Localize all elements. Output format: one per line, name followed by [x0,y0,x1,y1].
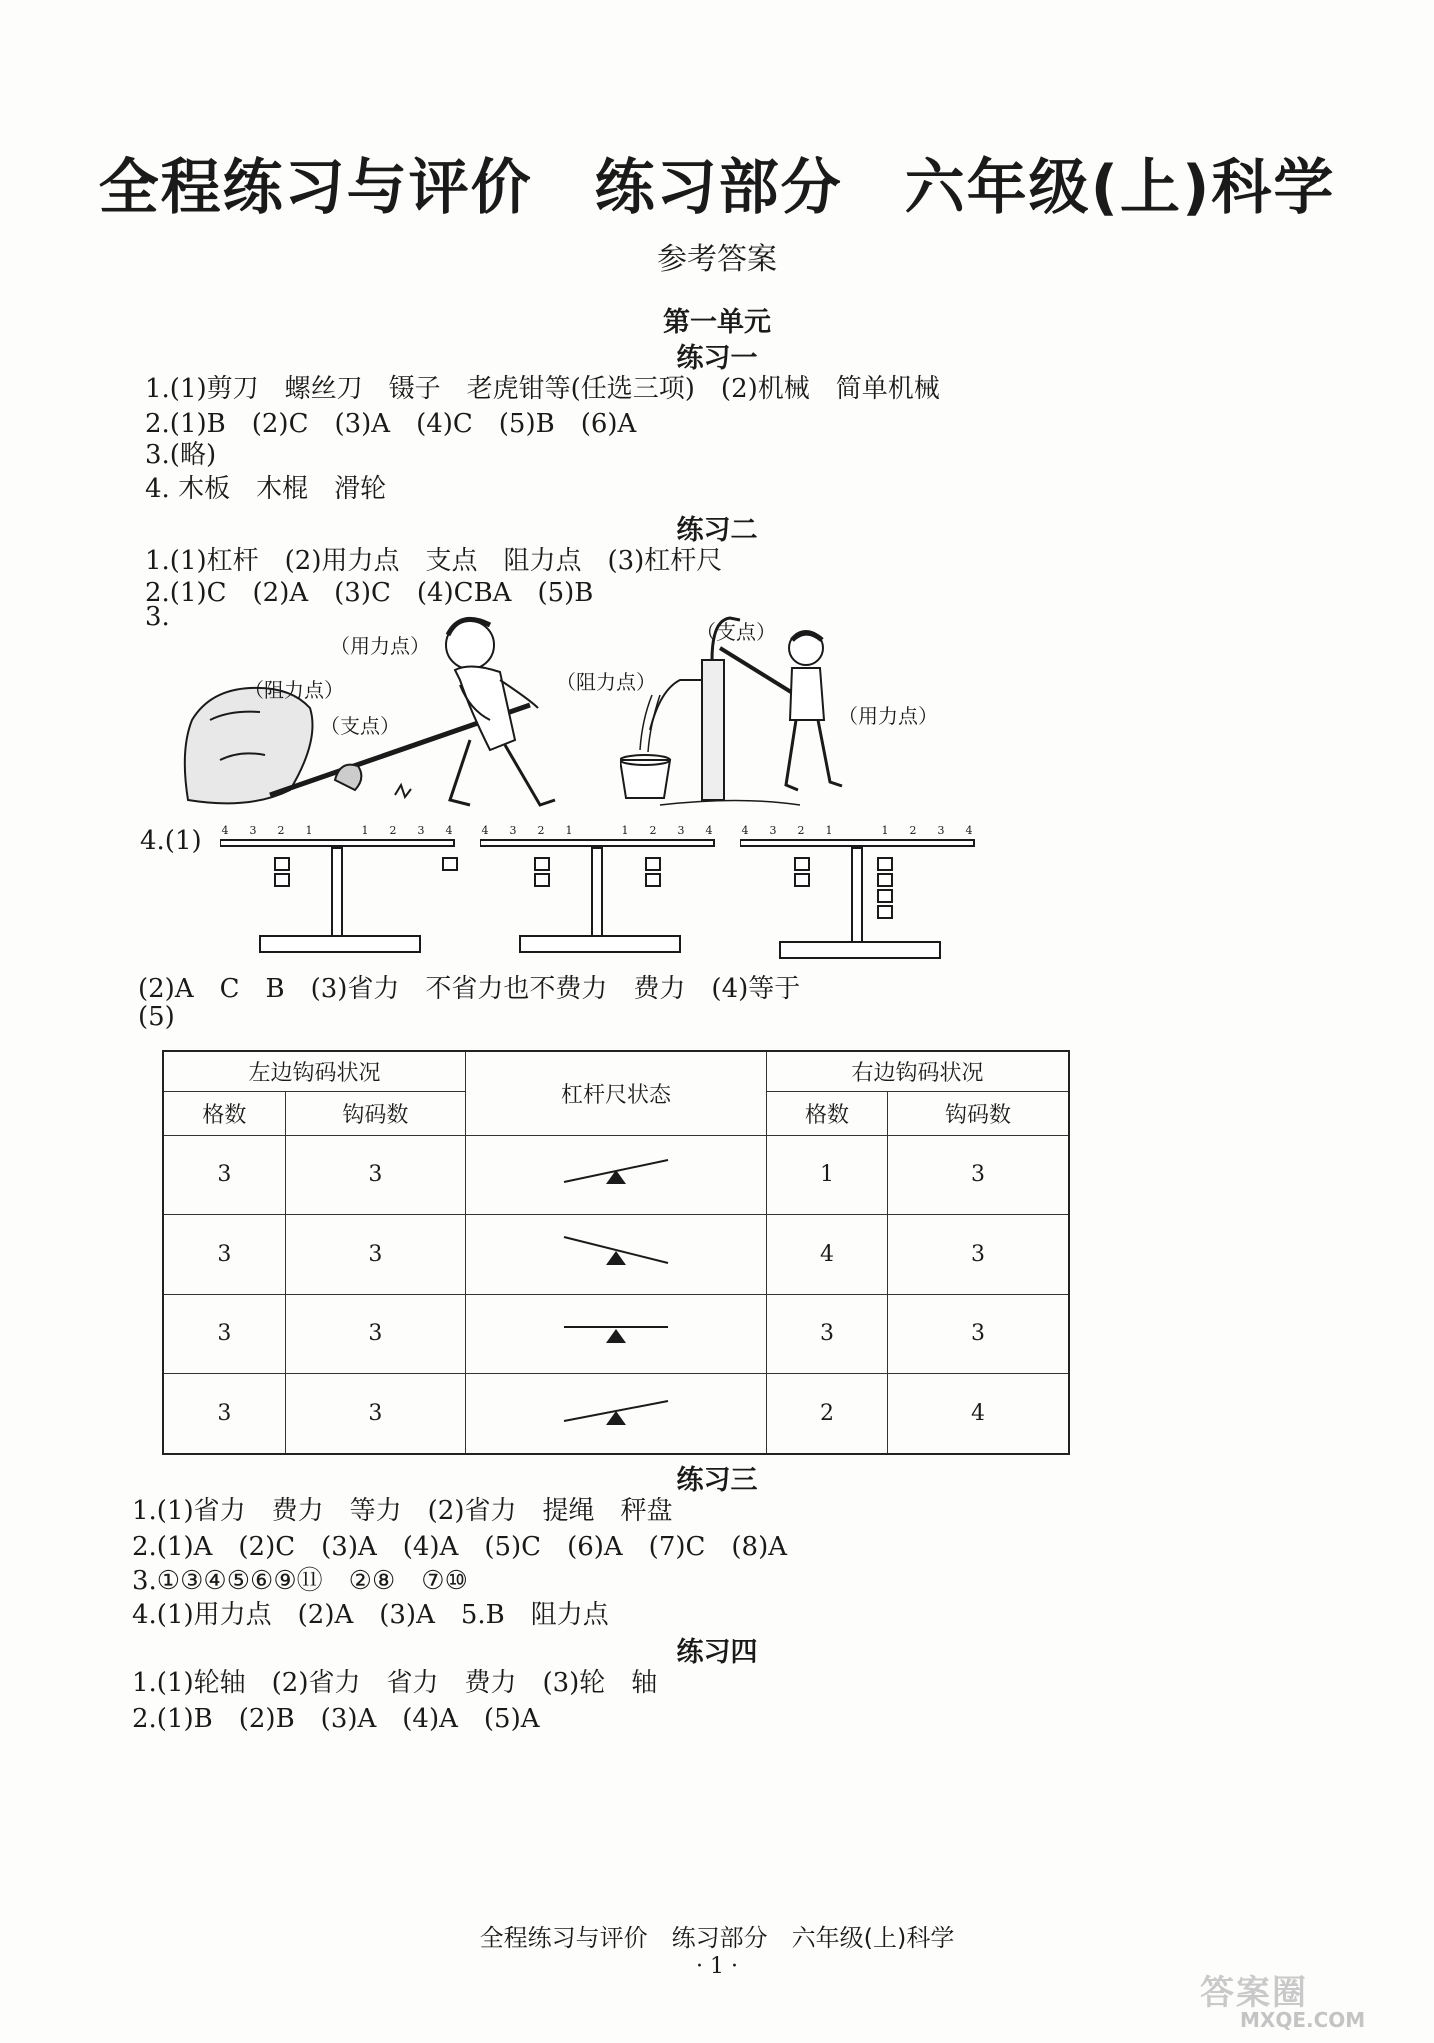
row-4-left-weights: 3 [285,1374,465,1454]
row-1-left-cells: 3 [163,1135,285,1215]
page-footer: 全程练习与评价 练习部分 六年级(上)科学 [479,1924,955,1952]
header-left-weights: 钩码数 [285,1091,465,1135]
scale-1-tick-r1: 1 [361,824,369,837]
exercise-3-line-1: 1.(1)省力 费力 等力 (2)省力 提绳 秤盘 [132,1496,673,1526]
scale-3-tick-r2: 2 [909,824,917,837]
row-4-right-cells: 2 [766,1374,887,1454]
row-2-right-weights: 3 [887,1215,1069,1295]
fig2-load-label: （阻力点） [556,670,656,694]
exercise-2-line-2: 2.(1)C (2)A (3)C (4)CBA (5)B [145,578,594,608]
page-number: · 1 · [696,1954,738,1979]
row-4-state [465,1374,766,1454]
q4-prefix: 4.(1) [140,826,202,856]
header-left-cells: 格数 [163,1091,285,1135]
fig1-load-label: （阻力点） [244,678,344,702]
table-row [163,1374,1069,1454]
scale-3-tick-r4: 4 [965,824,973,837]
row-4-left-cells: 3 [163,1374,285,1454]
lever-scale-2 [480,822,720,962]
exercise-1-line-3: 3.(略) [145,440,217,470]
scale-2-tick-l2: 2 [537,824,545,837]
scale-2-tick-r4: 4 [705,824,713,837]
level-icon [556,1311,676,1351]
watermark-logo: 答案圈 [1200,1973,1308,2013]
exercise-4-heading: 练习四 [676,1637,758,1668]
fig1-fulcrum-label: （支点） [320,714,400,738]
scale-2-tick-l3: 3 [509,824,517,837]
row-2-right-cells: 4 [766,1215,887,1295]
tilt-left-down-icon [556,1391,676,1431]
table-row [163,1294,1069,1374]
scale-2-tick-r1: 1 [621,824,629,837]
tilt-right-down-icon [556,1231,676,1271]
header-left-group: 左边钩码状况 [163,1051,465,1091]
boy-legs [786,720,842,790]
exercise-3-line-3: 3.①③④⑤⑥⑨⑪ ②⑧ ⑦⑩ [132,1566,468,1596]
lever-experiment-table [162,1050,1070,1455]
q5-prefix: (5) [138,1002,175,1032]
scale-1-tick-r4: 4 [445,824,453,837]
answer-key-subtitle: 参考答案 [657,242,777,277]
scale-3-tick-r1: 1 [881,824,889,837]
table-row [163,1215,1069,1295]
fig1-effort-label: （用力点） [330,634,430,658]
boy-body [790,668,824,720]
exercise-3-line-4: 4.(1)用力点 (2)A (3)A 5.B 阻力点 [132,1600,609,1630]
exercise-1-line-1: 1.(1)剪刀 螺丝刀 镊子 老虎钳等(任选三项) (2)机械 简单机械 [145,374,940,404]
header-right-weights: 钩码数 [887,1091,1069,1135]
table-row [163,1135,1069,1215]
row-3-left-weights: 3 [285,1294,465,1374]
row-3-right-cells: 3 [766,1294,887,1374]
scale-2-tick-r3: 3 [677,824,685,837]
unit-title: 第一单元 [663,307,771,338]
header-right-cells: 格数 [766,1091,887,1135]
scale-1-tick-r2: 2 [389,824,397,837]
exercise-2-line-1: 1.(1)杠杆 (2)用力点 支点 阻力点 (3)杠杆尺 [145,546,723,576]
scale-3-tick-r3: 3 [937,824,945,837]
exercise-1-line-4: 4. 木板 木棍 滑轮 [145,474,387,504]
water-stream [640,695,660,752]
q4-answer-line: (2)A C B (3)省力 不省力也不费力 费力 (4)等于 [138,974,801,1004]
fig2-fulcrum-label: （支点） [696,620,776,644]
scale-1-tick-l2: 2 [277,824,285,837]
row-3-right-weights: 3 [887,1294,1069,1374]
scale-2-tick-l4: 4 [481,824,489,837]
row-4-right-weights: 4 [887,1374,1069,1454]
exercise-1-line-2: 2.(1)B (2)C (3)A (4)C (5)B (6)A [145,409,637,439]
scale-2-tick-r2: 2 [649,824,657,837]
pump-spout [650,680,702,730]
header-middle: 杠杆尺状态 [465,1051,766,1135]
row-1-right-weights: 3 [887,1135,1069,1215]
row-1-right-cells: 1 [766,1135,887,1215]
fig2-effort-label: （用力点） [838,704,938,728]
exercise-1-heading: 练习一 [676,343,758,374]
row-3-state [465,1294,766,1374]
scale-1-tick-l3: 3 [249,824,257,837]
exercise-2-line-3: 3. [145,602,170,632]
watermark-url: MXQE.COM [1240,2008,1366,2032]
scale-2-tick-l1: 1 [565,824,573,837]
exercise-4-line-1: 1.(1)轮轴 (2)省力 省力 费力 (3)轮 轴 [132,1668,658,1698]
exercise-3-line-2: 2.(1)A (2)C (3)A (4)A (5)C (6)A (7)C (8)A [132,1532,788,1562]
header-right-group: 右边钩码状况 [766,1051,1069,1091]
tilt-left-down-icon [556,1152,676,1192]
exercise-3-heading: 练习三 [676,1465,758,1496]
exercise-2-heading: 练习二 [676,515,758,546]
row-2-left-cells: 3 [163,1215,285,1295]
pump-body [702,660,724,800]
row-1-state [465,1135,766,1215]
scale-3-tick-l3: 3 [769,824,777,837]
scale-1-tick-l4: 4 [221,824,229,837]
scale-3-tick-l1: 1 [825,824,833,837]
scale-1-tick-l1: 1 [305,824,313,837]
row-2-left-weights: 3 [285,1215,465,1295]
scale-1-tick-r3: 3 [417,824,425,837]
scale-3-tick-l4: 4 [741,824,749,837]
scale-3-tick-l2: 2 [797,824,805,837]
lever-scale-1 [220,822,460,962]
row-1-left-weights: 3 [285,1135,465,1215]
page-title: 全程练习与评价 练习部分 六年级(上)科学 [98,153,1336,223]
row-2-state [465,1215,766,1295]
row-3-left-cells: 3 [163,1294,285,1374]
man-legs [450,740,555,805]
lever-scale-3 [740,822,980,972]
man-body [455,666,515,750]
fulcrum-stone [335,765,361,790]
exercise-4-line-2: 2.(1)B (2)B (3)A (4)A (5)A [132,1704,540,1734]
